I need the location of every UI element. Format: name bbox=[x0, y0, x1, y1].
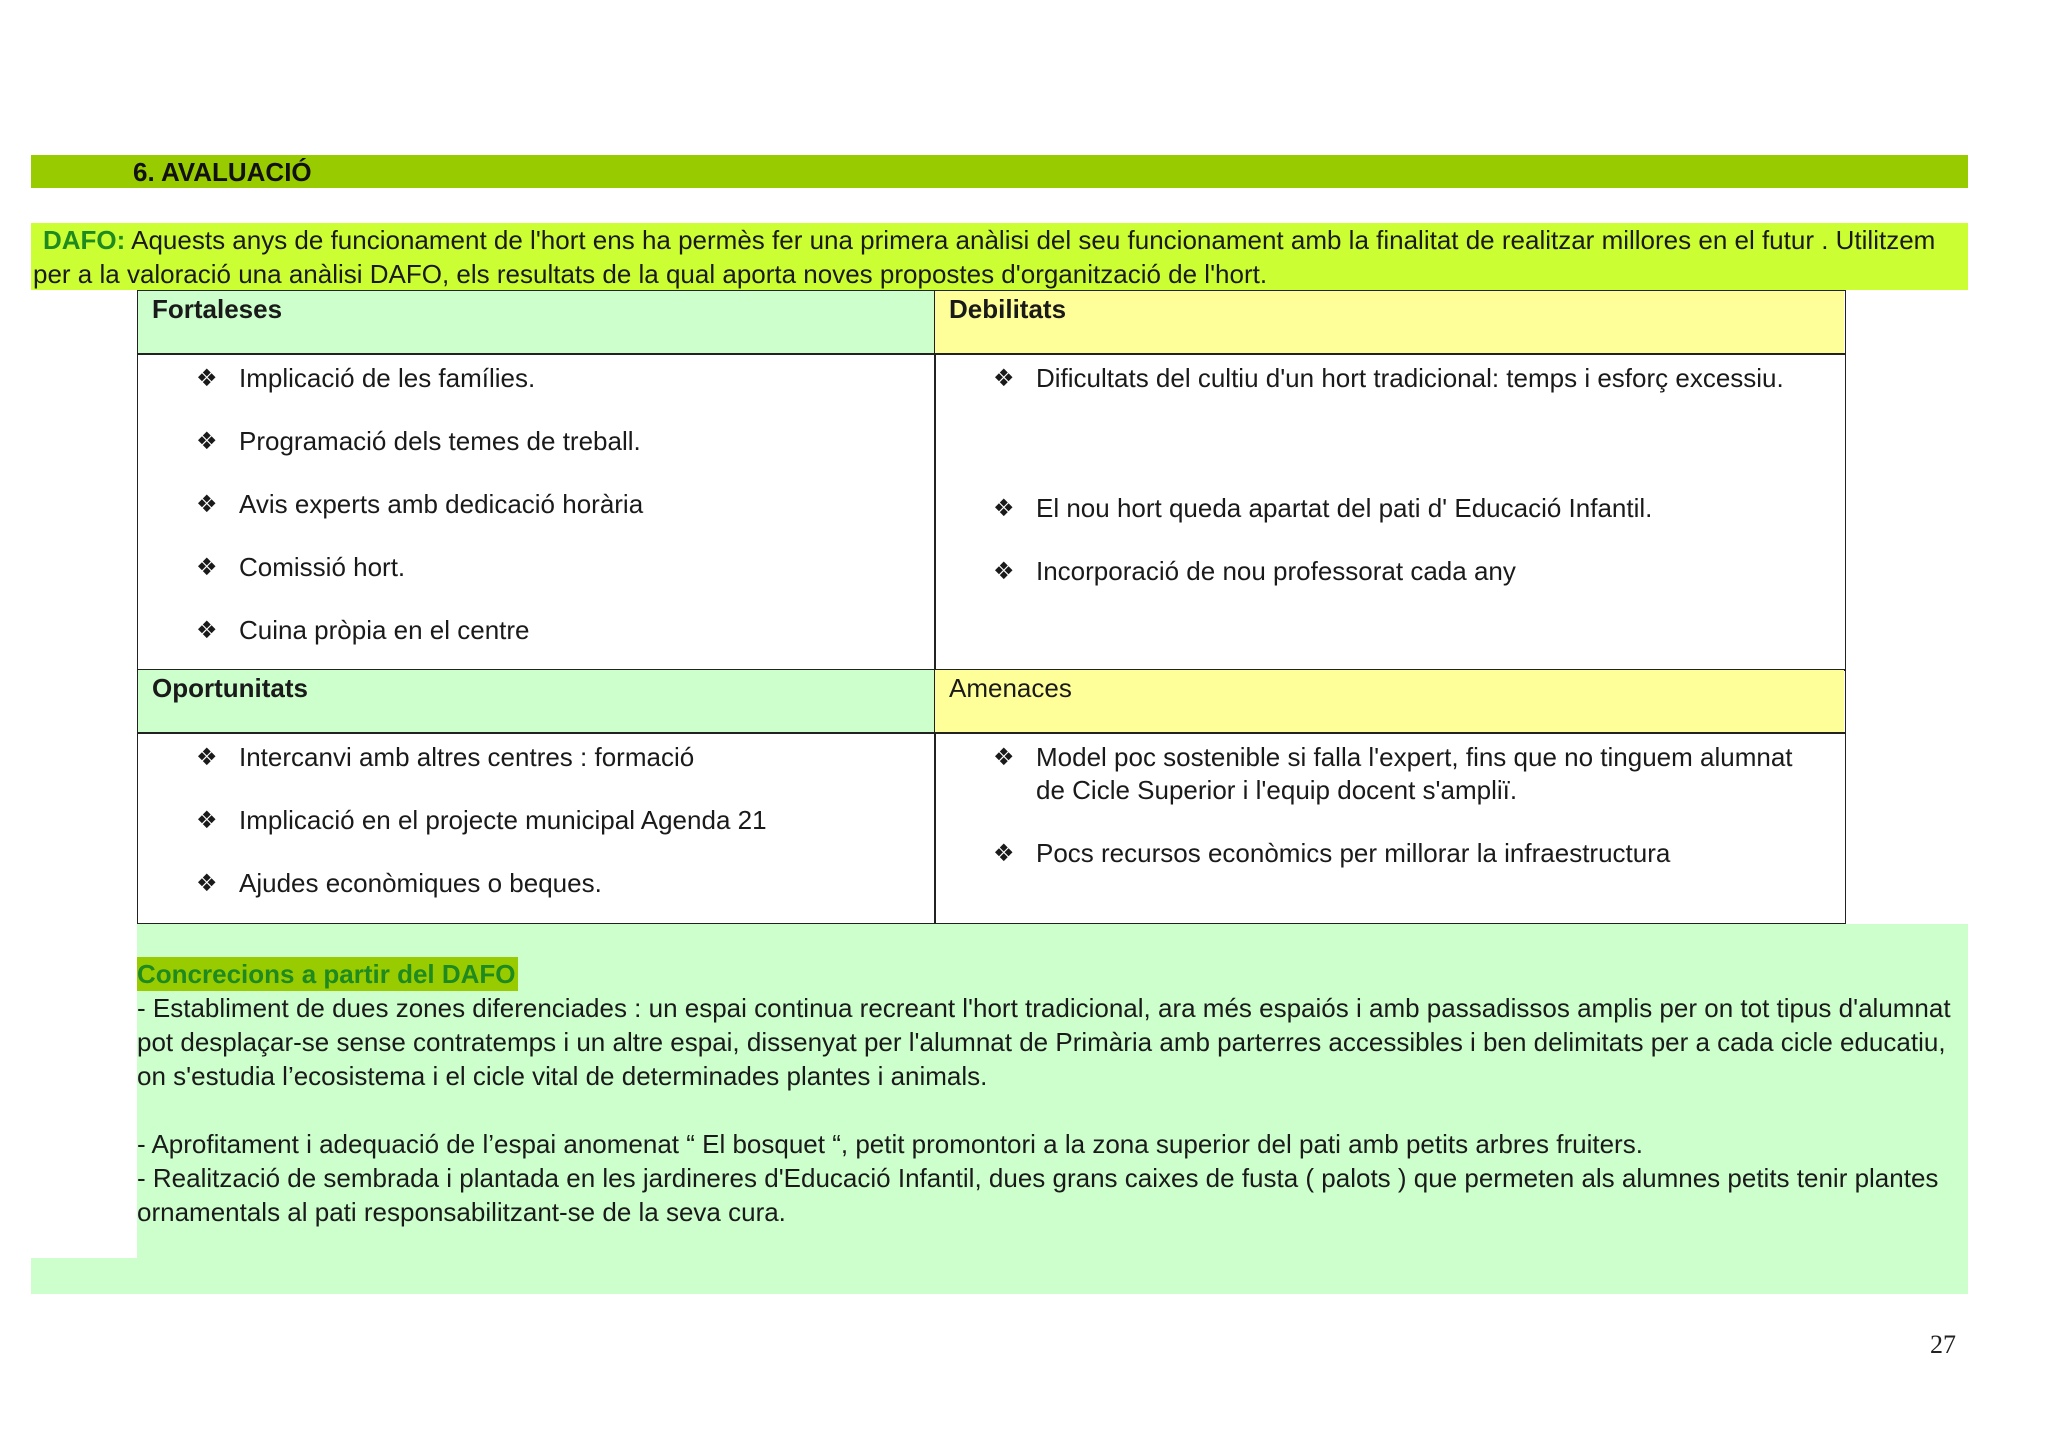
fortaleses-header: Fortaleses bbox=[138, 291, 934, 354]
concrecions-title: Concrecions a partir del DAFO bbox=[137, 959, 516, 989]
concrecions-body bbox=[137, 991, 1967, 1229]
list-item: ❖ Cuina pròpia en el centre bbox=[196, 615, 530, 645]
intro-body: Aquests anys de funcionament de l'hort ens ha permès fer una primera anàlisi del seu funcionament amb la finalitat de realitzar millores en el futur . Utilitzem per a la valoració una anàlisi DAFO, els resultats de la qual aporta noves propostes d'organització de l'hort. bbox=[33, 225, 1936, 289]
concrecions-paragraph: - Aprofitament i adequació de l’espai anomenat “ El bosquet “, petit promontori a la zona superior del pati amb petits arbres fruiters. bbox=[137, 1129, 1643, 1159]
list-item: ❖ Ajudes econòmiques o beques. bbox=[196, 868, 602, 898]
debilitats-header: Debilitats bbox=[935, 291, 1844, 354]
list-item: ❖ El nou hort queda apartat del pati d' Educació Infantil. bbox=[993, 493, 1653, 523]
list-item: ❖ Implicació de les famílies. bbox=[196, 363, 536, 393]
list-item: ❖ Model poc sostenible si falla l'expert, fins que no tinguem alumnat de Cicle Superior i l'equip docent s'ampliï. bbox=[993, 742, 1793, 805]
bullet-icon: ❖ bbox=[196, 428, 218, 455]
bullet-icon: ❖ bbox=[993, 744, 1015, 771]
oportunitats-cell bbox=[138, 733, 934, 923]
bullet-icon: ❖ bbox=[196, 744, 218, 771]
list-item: ❖ Intercanvi amb altres centres : formació bbox=[196, 742, 695, 772]
list-item: ❖ Comissió hort. bbox=[196, 552, 406, 582]
bullet-icon: ❖ bbox=[196, 554, 218, 581]
list-item: ❖ Incorporació de nou professorat cada any bbox=[993, 556, 1516, 586]
bullet-icon: ❖ bbox=[196, 617, 218, 644]
list-item: ❖ Pocs recursos econòmics per millorar la infraestructura bbox=[993, 838, 1671, 868]
intro-paragraph bbox=[33, 223, 1968, 291]
intro-lead: DAFO: bbox=[43, 225, 126, 255]
amenaces-cell bbox=[935, 733, 1844, 923]
oportunitats-header: Oportunitats bbox=[138, 670, 934, 733]
section-title: 6. AVALUACIÓ bbox=[133, 157, 312, 187]
concrecions-paragraph: - Realització de sembrada i plantada en les jardineres d'Educació Infantil, dues grans caixes de fusta ( palots ) que permeten als alumnes petits tenir plantes ornamentals al pati responsabilitzant-se de la seva cura. bbox=[137, 1163, 1939, 1227]
bullet-icon: ❖ bbox=[196, 870, 218, 897]
section-header-bar bbox=[31, 155, 1968, 188]
list-item: ❖ Dificultats del cultiu d'un hort tradicional: temps i esforç excessiu. bbox=[993, 363, 1784, 393]
list-item: ❖ Programació dels temes de treball. bbox=[196, 426, 641, 456]
bullet-icon: ❖ bbox=[196, 807, 218, 834]
bullet-icon: ❖ bbox=[993, 495, 1015, 522]
bullet-icon: ❖ bbox=[196, 365, 218, 392]
list-item: ❖ Implicació en el projecte municipal Agenda 21 bbox=[196, 805, 767, 835]
fortaleses-cell bbox=[138, 354, 934, 669]
concrecions-paragraph: - Establiment de dues zones diferenciades : un espai continua recreant l'hort tradicional, ara més espaiós i amb passadissos amplis per on tot tipus d'alumnat pot desplaçar-se sense contratemps i un altre espai, dissenyat per l'alumnat de Primària amb parterres accessibles i ben delimitats per a cada cicle educatiu, on s'estudia l’ecosistema i el cicle vital de determinades plantes i animals. bbox=[137, 993, 1951, 1091]
dafo-table bbox=[137, 290, 1846, 924]
amenaces-header: Amenaces bbox=[935, 670, 1844, 733]
concrecions-background-footer bbox=[31, 1258, 1968, 1294]
bullet-icon: ❖ bbox=[993, 840, 1015, 867]
debilitats-cell bbox=[935, 354, 1844, 669]
bullet-icon: ❖ bbox=[993, 558, 1015, 585]
bullet-icon: ❖ bbox=[196, 491, 218, 518]
list-item: ❖ Avis experts amb dedicació horària bbox=[196, 489, 644, 519]
page-number: 27 bbox=[1930, 1330, 1956, 1359]
bullet-icon: ❖ bbox=[993, 365, 1015, 392]
